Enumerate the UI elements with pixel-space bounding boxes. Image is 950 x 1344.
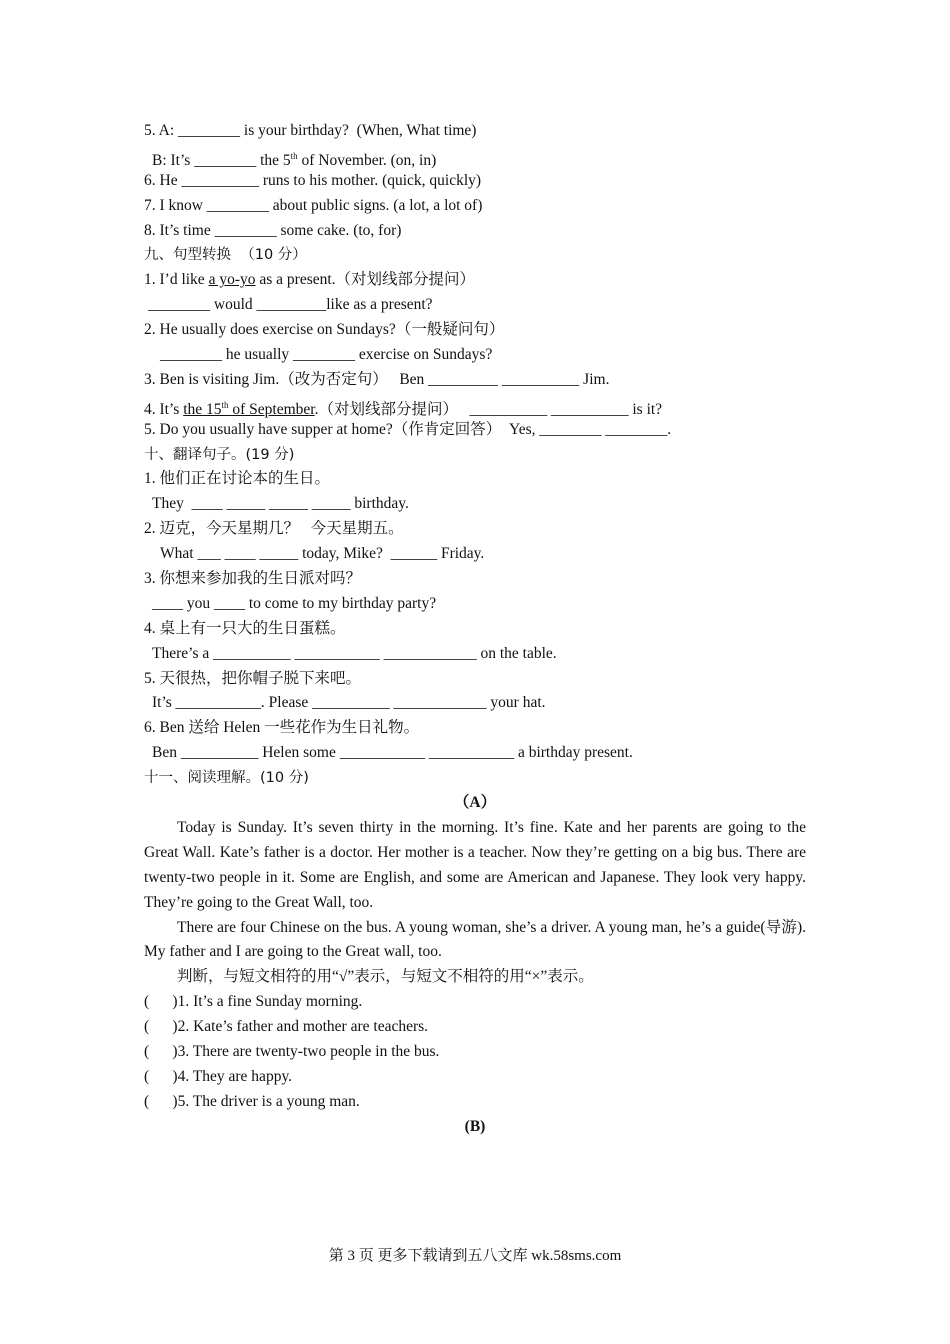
judgement-1: ( )1. It’s a fine Sunday morning. (144, 993, 363, 1011)
s10-q5-en: It’s ___________. Please __________ ____________ your hat. (152, 694, 546, 712)
passage-a-heading: （A） (453, 794, 497, 812)
judgement-5: ( )5. The driver is a young man. (144, 1092, 360, 1110)
choice-q5a: 5. A: ________ is your birthday? (When, What time) (144, 122, 477, 139)
choice-q6: 6. He __________ runs to his mother. (quick, quickly) (144, 171, 482, 189)
s10-q1-en: They ____ _____ _____ _____ birthday. (152, 495, 409, 513)
choice-q7: 7. I know ________ about public signs. (a lot, a lot of) (144, 196, 483, 214)
s10-q4-en: There’s a __________ ___________ ____________ on the table. (152, 644, 557, 662)
s9-q1-answer: ________ would _________like as a present? (148, 296, 433, 314)
s9-q4: 4. It’s the 15th of September.（对划线部分提问） __________ __________ is it? (144, 399, 663, 418)
s10-q5-cn: 5. 天很热，把你帽子脱下来吧。 (144, 669, 362, 687)
s10-q2-cn: 2. 迈克，今天星期几？ 今天星期五。 (144, 520, 404, 538)
page-footer: 第 3 页 更多下载请到五八文库 wk.58sms.com (328, 1248, 622, 1264)
judgement-instruction: 判断，与短文相符的用“√”表示，与短文不相符的用“×”表示。 (177, 968, 594, 986)
s9-q5: 5. Do you usually have supper at home?（作肯定回答） Yes, ________ ________. (144, 420, 672, 438)
s9-q2-answer: ________ he usually ________ exercise on Sundays? (160, 346, 493, 364)
s10-q6-en: Ben __________ Helen some ___________ ___________ a birthday present. (152, 744, 633, 762)
judgement-4: ( )4. They are happy. (144, 1067, 293, 1085)
s10-q3-en: ____ you ____ to come to my birthday party? (152, 594, 437, 612)
section11-title: 十一、阅读理解。(10 分) (144, 770, 309, 787)
s10-q6-cn: 6. Ben 送给 Helen 一些花作为生日礼物。 (144, 719, 420, 737)
choice-q5b: B: It’s ________ the 5th of November. (on, in) (152, 150, 437, 170)
choice-q8: 8. It’s time ________ some cake. (to, for) (144, 221, 402, 239)
section9-title: 九、句型转换 （10 分） (144, 247, 307, 264)
s10-q4-cn: 4. 桌上有一只大的生日蛋糕。 (144, 619, 346, 637)
s10-q3-cn: 3. 你想来参加我的生日派对吗？ (144, 570, 362, 588)
worksheet-page (144, 119, 806, 1140)
judgement-3: ( )3. There are twenty-two people in the bus. (144, 1043, 440, 1061)
passage-a-paragraph-1: Today is Sunday. It’s seven thirty in the morning. It’s fine. Kate and her parents are going to the Great Wall. Kate’s father is a doctor. Her mother is a teacher. Now they’re getting on a big bus. There are twenty-two people in it. Some are English, and some are American and Japanese. They look very happy. They’re going to the Great Wall, too. (144, 818, 806, 911)
passage-b-heading: (B) (464, 1117, 486, 1135)
s9-q1: 1. I’d like a yo-yo as a present.（对划线部分提问） (144, 271, 476, 289)
s9-q2: 2. He usually does exercise on Sundays?（一般疑问句） (144, 321, 505, 339)
s10-q1-cn: 1. 他们正在讨论本的生日。 (144, 470, 331, 488)
section10-title: 十、翻译句子。(19 分) (144, 446, 295, 463)
judgement-2: ( )2. Kate’s father and mother are teachers. (144, 1018, 429, 1036)
passage-a-paragraph-2: There are four Chinese on the bus. A young woman, she’s a driver. A young man, he’s a guide(导游). My father and I are going to the Great wall, too. (144, 918, 806, 961)
s9-q3: 3. Ben is visiting Jim.（改为否定句） Ben _________ __________ Jim. (144, 370, 610, 388)
s10-q2-en: What ___ ____ _____ today, Mike? ______ Friday. (160, 545, 485, 563)
